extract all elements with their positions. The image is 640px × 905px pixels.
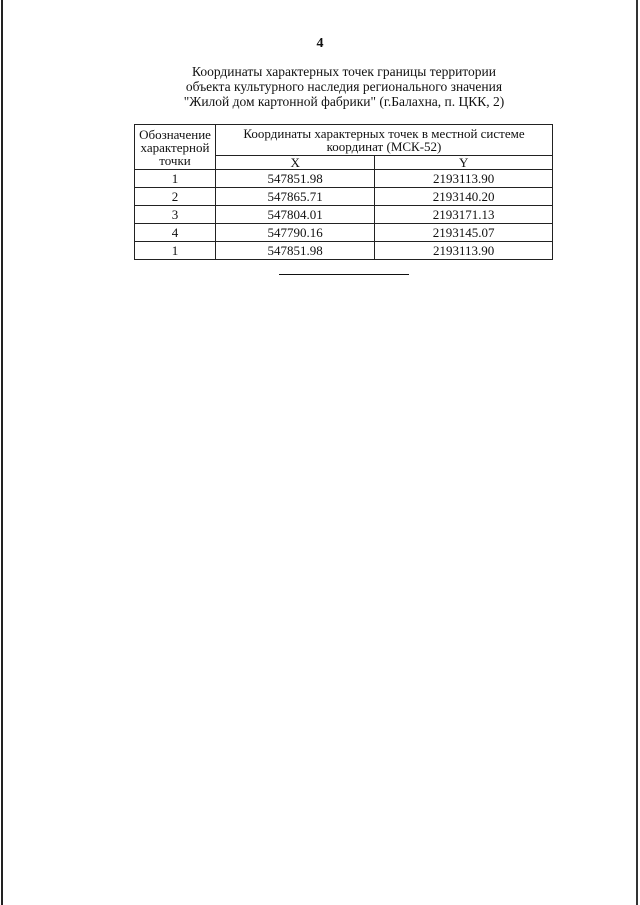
table-row xyxy=(135,170,553,188)
document-title xyxy=(0,64,640,109)
cell-y: 2193113.90 xyxy=(375,242,553,260)
cell-y: 2193140.20 xyxy=(375,188,553,206)
cell-x: 547851.98 xyxy=(216,170,375,188)
cell-point: 2 xyxy=(135,188,216,206)
cell-point: 4 xyxy=(135,224,216,242)
cell-x: 547851.98 xyxy=(216,242,375,260)
cell-y: 2193113.90 xyxy=(375,170,553,188)
cell-point: 3 xyxy=(135,206,216,224)
cell-point: 1 xyxy=(135,170,216,188)
header-coordinates-group: Координаты характерных точек в местной системе координат (МСК-52) xyxy=(216,125,553,156)
closing-rule xyxy=(279,274,409,275)
cell-y: 2193145.07 xyxy=(375,224,553,242)
coordinates-table xyxy=(134,124,553,260)
cell-x: 547804.01 xyxy=(216,206,375,224)
scan-edge-left xyxy=(1,0,3,905)
cell-x: 547790.16 xyxy=(216,224,375,242)
header-y: Y xyxy=(375,156,553,170)
table-row xyxy=(135,224,553,242)
table-header-row xyxy=(135,125,553,156)
page-number: 4 xyxy=(316,36,324,51)
title-line-3: "Жилой дом картонной фабрики" (г.Балахна, п. ЦКК, 2) xyxy=(183,94,505,109)
cell-x: 547865.71 xyxy=(216,188,375,206)
header-point-designation: Обозначение характерной точки xyxy=(135,125,216,170)
table-row xyxy=(135,242,553,260)
title-line-1: Координаты характерных точек границы территории xyxy=(192,64,496,79)
cell-y: 2193171.13 xyxy=(375,206,553,224)
cell-point: 1 xyxy=(135,242,216,260)
title-line-2: объекта культурного наследия регионального значения xyxy=(185,79,503,94)
table-row xyxy=(135,188,553,206)
scan-edge-right xyxy=(636,0,638,905)
header-x: X xyxy=(216,156,375,170)
table-row xyxy=(135,206,553,224)
